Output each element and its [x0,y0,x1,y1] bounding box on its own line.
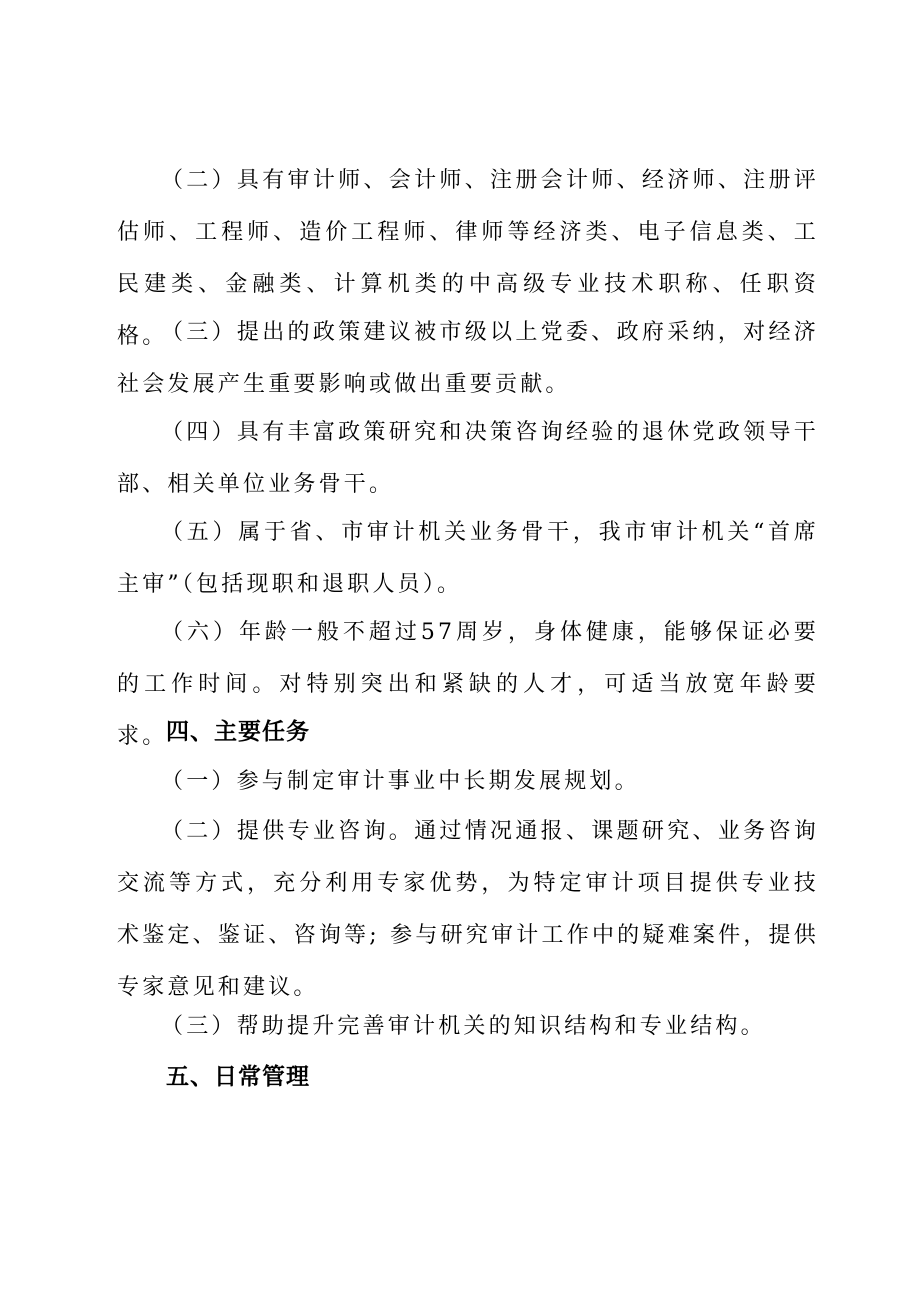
paragraph-qualification-5: （五）属于省、市审计机关业务骨干，我市审计机关“首席主审”（包括现职和退职人员）。 [117,520,819,597]
paragraph-task-2: （二）提供专业咨询。通过情况通报、课题研究、业务咨询交流等方式，充分利用专家优势，为特定审计项目提供专业技术鉴定、鉴证、咨询等; 参与研究审计工作中的疑难案件，提供专家意见和建议。 [117,819,819,1000]
section-heading-main-tasks: 四、主要任务 [166,719,310,745]
paragraph-qualification-2: （二）具有审计师、会计师、注册会计师、经济师、注册评估师、工程师、造价工程师、律师等经济类、电子信息类、工民建类、金融类、计算机类的中高级专业技术职称、任职资格。 [117,168,819,349]
paragraph-qualification-4: （四）具有丰富政策研究和决策咨询经验的退休党政领导干部、相关单位业务骨干。 [117,420,819,497]
section-heading-daily-management: 五、日常管理 [166,1064,310,1090]
paragraph-task-1: （一）参与制定审计事业中长期发展规划。 [161,769,640,794]
paragraph-task-3: （三）帮助提升完善审计机关的知识结构和专业结构。 [161,1014,766,1039]
paragraph-qualification-6: （六）年龄一般不超过57周岁，身体健康，能够保证必要的工作时间。对特别突出和紧缺的人才，可适当放宽年龄要求。 [117,620,819,749]
paragraph-qualification-3: （三）提出的政策建议被市级以上党委、政府采纳，对经济社会发展产生重要影响或做出重要贡献。 [117,320,819,397]
